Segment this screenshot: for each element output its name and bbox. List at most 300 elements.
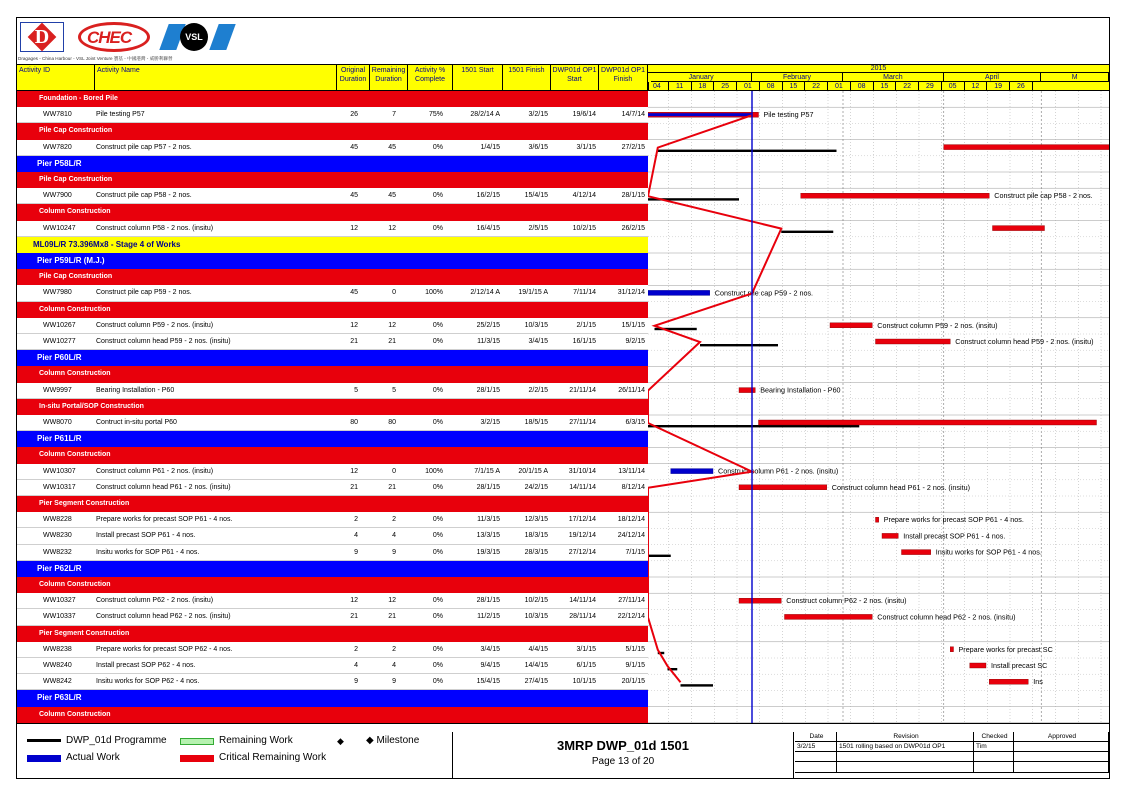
cell-s1501: 11/3/15 bbox=[477, 516, 500, 524]
timeline-month: March bbox=[843, 73, 944, 82]
cell-df: 22/12/14 bbox=[617, 613, 645, 621]
cell-pct: 100% bbox=[425, 289, 443, 297]
cell-s1501: 13/3/15 bbox=[476, 532, 500, 540]
rev-empty bbox=[974, 752, 1014, 762]
rev-header-approved: Approved bbox=[1014, 732, 1109, 742]
cell-df: 5/1/15 bbox=[625, 645, 645, 653]
col-original-duration[interactable]: Original Duration bbox=[337, 65, 370, 91]
cell-s1501: 3/2/15 bbox=[480, 419, 500, 426]
cell-id: WW7810 bbox=[43, 111, 72, 119]
group-title: Foundation - Bored Pile bbox=[39, 95, 118, 102]
critical-bar bbox=[830, 323, 872, 328]
pier-header-row[interactable] bbox=[17, 350, 648, 366]
cell-od: 12 bbox=[350, 321, 358, 329]
cell-pct: 0% bbox=[432, 419, 443, 426]
cell-rd: 2 bbox=[392, 645, 396, 653]
cell-id: WW10247 bbox=[43, 224, 76, 232]
activity-row[interactable] bbox=[17, 593, 648, 609]
cell-od: 2 bbox=[354, 645, 358, 653]
cell-pct: 0% bbox=[432, 192, 443, 200]
critical-bar bbox=[993, 226, 1045, 231]
cell-f1501: 18/3/15 bbox=[524, 532, 548, 540]
cell-rd: 12 bbox=[388, 597, 396, 605]
cell-name: Prepare works for precast SOP P61 - 4 nos. bbox=[96, 516, 233, 524]
group-title: Pile Cap Construction bbox=[39, 127, 113, 135]
cell-df: 6/3/15 bbox=[625, 419, 645, 426]
legend-critical-swatch bbox=[180, 755, 214, 762]
activity-row[interactable] bbox=[17, 221, 648, 237]
milestone-icon: ◆ bbox=[337, 736, 344, 746]
cell-rd: 5 bbox=[392, 386, 396, 394]
cell-f1501: 4/4/15 bbox=[528, 645, 548, 653]
group-title: Pile Cap Construction bbox=[39, 176, 113, 183]
title-block bbox=[452, 732, 794, 778]
chec-logo: CHEC bbox=[78, 22, 150, 52]
cell-od: 9 bbox=[354, 548, 358, 556]
pier-header-row[interactable] bbox=[17, 156, 648, 172]
cell-id: WW7900 bbox=[43, 192, 72, 200]
col-activity-id[interactable]: Activity ID bbox=[17, 65, 95, 91]
legend-milestone-label: ◆ Milestone bbox=[366, 735, 420, 746]
activity-row[interactable] bbox=[17, 107, 648, 123]
pier-header-row[interactable] bbox=[17, 561, 648, 577]
gantt-bar-label: Install precast SOP P61 - 4 nos. bbox=[903, 531, 1006, 541]
cell-id: WW7980 bbox=[43, 289, 72, 297]
timeline-day-spacer bbox=[648, 82, 649, 91]
cell-df: 14/7/14 bbox=[621, 111, 645, 119]
col-activity-name[interactable]: Activity Name bbox=[95, 65, 337, 91]
critical-bar bbox=[970, 663, 986, 668]
programme-bar bbox=[648, 555, 671, 557]
cell-s1501: 11/3/15 bbox=[477, 338, 500, 345]
group-title: Pier Segment Construction bbox=[39, 629, 130, 637]
rev-header-revision: Revision bbox=[837, 732, 974, 742]
critical-bar bbox=[876, 339, 951, 344]
cell-df: 27/2/15 bbox=[621, 143, 645, 151]
activity-row[interactable] bbox=[17, 658, 648, 674]
cell-pct: 0% bbox=[432, 386, 443, 394]
cell-rd: 45 bbox=[388, 143, 396, 151]
cell-ds: 2/1/15 bbox=[576, 321, 596, 329]
pier-header-row[interactable] bbox=[17, 431, 648, 447]
cell-name: Bearing Installation - P60 bbox=[96, 386, 175, 394]
cell-rd: 4 bbox=[392, 532, 396, 540]
activity-row[interactable] bbox=[17, 318, 648, 334]
timeline-day: 15 bbox=[783, 82, 806, 91]
cell-s1501: 15/4/15 bbox=[476, 678, 500, 686]
cell-name: Construct column head P62 - 2 nos. (insitu) bbox=[96, 613, 231, 621]
cell-ds: 10/2/15 bbox=[572, 224, 596, 232]
rev-cell-date: 3/2/15 bbox=[795, 742, 837, 752]
activity-row[interactable] bbox=[17, 528, 648, 544]
cell-ds: 27/12/14 bbox=[568, 548, 596, 556]
cell-id: WW8230 bbox=[43, 532, 72, 540]
cell-s1501: 7/1/15 A bbox=[474, 467, 500, 475]
cell-od: 80 bbox=[350, 419, 358, 426]
cell-f1501: 24/2/15 bbox=[524, 483, 548, 491]
group-header-row[interactable] bbox=[17, 269, 648, 285]
timeline-day: 29 bbox=[919, 82, 942, 91]
cell-s1501: 28/1/15 bbox=[476, 386, 500, 394]
activity-row[interactable] bbox=[17, 545, 648, 561]
cell-name: Install precast SOP P62 - 4 nos. bbox=[96, 662, 196, 669]
rev-header-date: Date bbox=[795, 732, 837, 742]
gantt-bar-label: Construct column head P59 - 2 nos. (insitu) bbox=[955, 337, 1094, 346]
gantt-bar-label: Pile testing P57 bbox=[763, 110, 814, 120]
cell-df: 31/12/14 bbox=[617, 289, 645, 297]
cell-f1501: 2/5/15 bbox=[528, 224, 548, 232]
cell-s1501: 25/2/15 bbox=[476, 321, 500, 329]
cell-ds: 31/10/14 bbox=[568, 467, 596, 475]
cell-id: WW9997 bbox=[43, 386, 72, 394]
cell-df: 13/11/14 bbox=[618, 467, 645, 475]
cell-name: Insitu works for SOP P62 - 4 nos. bbox=[96, 678, 200, 686]
gantt-bar-label: Insitu works for SOP P61 - 4 nos. bbox=[935, 547, 1042, 557]
timeline-day: 01 bbox=[828, 82, 851, 91]
gantt-bar-label: Construct column P61 - 2 nos. (insitu) bbox=[718, 466, 839, 476]
cell-od: 21 bbox=[350, 483, 358, 491]
group-title: Column Construction bbox=[39, 305, 111, 313]
timeline-month: February bbox=[752, 73, 843, 82]
cell-f1501: 2/2/15 bbox=[528, 386, 548, 394]
group-header-row[interactable] bbox=[17, 366, 648, 382]
group-header-row[interactable] bbox=[17, 91, 648, 107]
cell-f1501: 20/1/15 A bbox=[518, 467, 548, 475]
cell-ds: 16/1/15 bbox=[572, 338, 596, 345]
cell-id: WW8070 bbox=[43, 419, 72, 426]
col-1501-finish[interactable]: 1501 Finish bbox=[503, 65, 551, 91]
cell-ds: 4/12/14 bbox=[572, 192, 596, 200]
group-title: Column Construction bbox=[39, 710, 111, 718]
cell-pct: 0% bbox=[432, 321, 443, 329]
cell-s1501: 9/4/15 bbox=[480, 662, 500, 669]
timeline-day: 05 bbox=[942, 82, 965, 91]
legend-actual-label: Actual Work bbox=[66, 752, 120, 763]
cell-od: 21 bbox=[350, 338, 358, 345]
activity-row[interactable] bbox=[17, 188, 648, 204]
critical-bar bbox=[944, 145, 1109, 150]
dragages-logo: D bbox=[20, 22, 64, 52]
cell-pct: 0% bbox=[432, 613, 443, 621]
group-header-row[interactable] bbox=[17, 302, 648, 318]
stage-header-row[interactable] bbox=[17, 237, 648, 253]
timeline-day: 19 bbox=[987, 82, 1010, 91]
rev-empty bbox=[837, 752, 974, 762]
cell-s1501: 28/2/14 A bbox=[470, 111, 500, 119]
cell-od: 9 bbox=[354, 678, 358, 686]
rev-cell-approved bbox=[1014, 742, 1109, 752]
cell-od: 12 bbox=[350, 467, 358, 475]
cell-s1501: 28/1/15 bbox=[476, 483, 500, 491]
cell-f1501: 10/3/15 bbox=[524, 613, 548, 621]
cell-pct: 75% bbox=[428, 111, 443, 119]
group-header-row[interactable] bbox=[17, 123, 648, 139]
gantt-bar-label: Construct pile cap P59 - 2 nos. bbox=[714, 288, 814, 298]
timeline-day: 11 bbox=[669, 82, 692, 91]
cell-ds: 19/6/14 bbox=[572, 111, 596, 119]
gantt-bar-label: Prepare works for precast SOP P61 - 4 nos. bbox=[883, 515, 1024, 525]
cell-name: Prepare works for precast SOP P62 - 4 nos. bbox=[96, 645, 233, 653]
col-1501-start[interactable]: 1501 Start bbox=[453, 65, 503, 91]
activity-row[interactable] bbox=[17, 334, 648, 350]
critical-bar bbox=[950, 647, 953, 652]
critical-bar bbox=[759, 420, 1097, 425]
group-title: Column Construction bbox=[39, 208, 111, 216]
group-title: Pile Cap Construction bbox=[39, 273, 113, 281]
group-title: Column Construction bbox=[39, 370, 111, 378]
rev-empty bbox=[795, 752, 837, 762]
cell-od: 21 bbox=[350, 613, 358, 621]
programme-bar bbox=[681, 684, 714, 686]
group-title: ML09L/R 73.396Mx8 - Stage 4 of Works bbox=[33, 239, 181, 249]
cell-rd: 0 bbox=[392, 289, 396, 297]
activity-row[interactable] bbox=[17, 512, 648, 528]
cell-pct: 0% bbox=[432, 143, 443, 151]
cell-id: WW8240 bbox=[43, 662, 72, 669]
group-header-row[interactable] bbox=[17, 707, 648, 723]
programme-bar bbox=[658, 150, 837, 152]
actual-bar bbox=[648, 290, 710, 295]
logo-bar bbox=[18, 20, 268, 64]
cell-rd: 4 bbox=[392, 662, 396, 669]
jv-caption: Dragages - China Harbour - VSL Joint Venture 寶基 - 中國港灣 - 威勝利聯營 bbox=[18, 56, 173, 61]
group-title: Column Construction bbox=[39, 451, 111, 459]
pier-header-row[interactable] bbox=[17, 253, 648, 269]
critical-bar bbox=[989, 679, 1028, 684]
rev-cell-revision: 1501 rolling based on DWP01d OP1 bbox=[837, 742, 974, 752]
activity-row[interactable] bbox=[17, 383, 648, 399]
cell-rd: 7 bbox=[392, 111, 396, 119]
gantt-bar-label: Construct column head P61 - 2 nos. (insitu) bbox=[831, 482, 970, 492]
cell-od: 4 bbox=[354, 662, 358, 669]
rev-empty bbox=[1014, 762, 1109, 773]
cell-df: 24/12/14 bbox=[617, 532, 645, 540]
cell-df: 28/1/15 bbox=[621, 192, 645, 200]
timeline-day: 22 bbox=[805, 82, 828, 91]
cell-id: WW8232 bbox=[43, 548, 72, 556]
col-activity-pct[interactable]: Activity % Complete bbox=[408, 65, 453, 91]
cell-rd: 45 bbox=[388, 192, 396, 200]
programme-bar bbox=[648, 425, 859, 427]
activity-row[interactable] bbox=[17, 464, 648, 480]
cell-df: 9/2/15 bbox=[625, 338, 645, 345]
timeline-month: January bbox=[651, 73, 752, 82]
programme-bar bbox=[781, 231, 833, 233]
activity-row[interactable] bbox=[17, 642, 648, 658]
cell-df: 26/11/14 bbox=[618, 386, 645, 394]
gantt-bar-label: Construct pile cap P58 - 2 nos. bbox=[994, 191, 1093, 201]
revision-table bbox=[795, 732, 1109, 778]
gantt-bar-label: Bearing Installation - P60 bbox=[760, 385, 841, 395]
cell-ds: 28/11/14 bbox=[569, 613, 596, 621]
activity-table bbox=[17, 91, 648, 723]
cell-rd: 80 bbox=[388, 419, 396, 426]
cell-id: WW10267 bbox=[43, 321, 76, 329]
cell-s1501: 16/2/15 bbox=[476, 192, 500, 200]
timeline-day: 04 bbox=[646, 82, 669, 91]
actual-bar bbox=[648, 113, 752, 116]
cell-name: Contruct in-situ portal P60 bbox=[96, 419, 177, 426]
cell-pct: 0% bbox=[432, 548, 443, 556]
col-dwp-start[interactable]: DWP01d OP1 Start bbox=[551, 65, 599, 91]
cell-name: Construct column P58 - 2 nos. (insitu) bbox=[96, 224, 214, 232]
cell-pct: 100% bbox=[425, 467, 443, 475]
cell-name: Construct pile cap P59 - 2 nos. bbox=[96, 289, 192, 297]
cell-s1501: 2/12/14 A bbox=[470, 289, 500, 297]
group-header-row[interactable] bbox=[17, 447, 648, 463]
cell-df: 26/2/15 bbox=[621, 224, 645, 232]
legend-programme-label: DWP_01d Programme bbox=[66, 735, 167, 746]
gantt-bar-label: Construct column P62 - 2 nos. (insitu) bbox=[786, 596, 907, 606]
group-header-row[interactable] bbox=[17, 496, 648, 512]
cell-ds: 3/1/15 bbox=[576, 143, 596, 151]
cell-pct: 0% bbox=[432, 532, 443, 540]
cell-f1501: 10/2/15 bbox=[524, 597, 548, 605]
cell-pct: 0% bbox=[432, 645, 443, 653]
group-header-row[interactable] bbox=[17, 626, 648, 642]
cell-df: 20/1/15 bbox=[621, 678, 645, 686]
cell-pct: 0% bbox=[432, 662, 443, 669]
cell-ds: 3/1/15 bbox=[576, 645, 596, 653]
cell-od: 45 bbox=[350, 289, 358, 297]
cell-s1501: 1/4/15 bbox=[480, 143, 500, 151]
timeline-year: 2015 bbox=[648, 65, 1109, 73]
group-title: Pier P58L/R bbox=[37, 158, 82, 168]
cell-rd: 12 bbox=[388, 321, 396, 329]
cell-rd: 9 bbox=[392, 548, 396, 556]
critical-bar bbox=[902, 550, 931, 555]
activity-row[interactable] bbox=[17, 415, 648, 431]
cell-name: Construct column P61 - 2 nos. (insitu) bbox=[96, 467, 214, 475]
cell-od: 45 bbox=[350, 192, 358, 200]
cell-pct: 0% bbox=[432, 338, 443, 345]
cell-f1501: 10/3/15 bbox=[524, 321, 548, 329]
cell-ds: 6/1/15 bbox=[576, 662, 596, 669]
legend-actual-swatch bbox=[27, 755, 61, 762]
column-header-row bbox=[17, 64, 1109, 91]
cell-name: Construct column head P59 - 2 nos. (insitu) bbox=[96, 338, 231, 345]
cell-od: 5 bbox=[354, 386, 358, 394]
group-title: In-situ Portal/SOP Construction bbox=[39, 402, 144, 410]
critical-bar bbox=[876, 517, 879, 522]
group-title: Column Construction bbox=[39, 581, 111, 588]
timeline-day: 15 bbox=[874, 82, 897, 91]
cell-id: WW8238 bbox=[43, 645, 72, 653]
critical-bar bbox=[801, 193, 990, 198]
cell-rd: 2 bbox=[392, 516, 396, 524]
activity-row[interactable] bbox=[17, 609, 648, 625]
legend-programme-swatch bbox=[27, 739, 61, 742]
cell-id: WW10307 bbox=[43, 467, 76, 475]
cell-ds: 14/11/14 bbox=[569, 597, 596, 605]
cell-rd: 21 bbox=[388, 613, 396, 621]
timeline-day: 25 bbox=[714, 82, 737, 91]
cell-f1501: 3/6/15 bbox=[528, 143, 548, 151]
critical-bar bbox=[785, 614, 873, 619]
cell-ds: 19/12/14 bbox=[568, 532, 596, 540]
cell-name: Construct column head P61 - 2 nos. (insitu) bbox=[96, 483, 231, 491]
pier-header-row[interactable] bbox=[17, 690, 648, 706]
timeline-day: 22 bbox=[896, 82, 919, 91]
activity-row[interactable] bbox=[17, 140, 648, 156]
group-title: Pier P60L/R bbox=[37, 353, 82, 363]
gantt-bar-label: Ins bbox=[1033, 677, 1043, 687]
cell-od: 4 bbox=[354, 532, 358, 540]
cell-rd: 9 bbox=[392, 678, 396, 686]
group-title: Pier Segment Construction bbox=[39, 500, 130, 507]
group-header-row[interactable] bbox=[17, 577, 648, 593]
rev-empty bbox=[1014, 752, 1109, 762]
cell-df: 8/12/14 bbox=[621, 483, 645, 491]
gantt-chart bbox=[648, 91, 1109, 723]
gantt-bar-label: Construct column head P62 - 2 nos. (insitu) bbox=[877, 612, 1016, 622]
cell-pct: 0% bbox=[432, 483, 443, 491]
timeline-day: 01 bbox=[737, 82, 760, 91]
cell-s1501: 11/2/15 bbox=[477, 613, 500, 621]
cell-rd: 12 bbox=[388, 224, 396, 232]
timeline-day: 18 bbox=[692, 82, 715, 91]
cell-id: WW7820 bbox=[43, 143, 72, 151]
footer bbox=[17, 723, 1109, 778]
col-dwp-finish[interactable]: DWP01d OP1 Finish bbox=[599, 65, 648, 91]
rev-empty bbox=[795, 762, 837, 773]
cell-id: WW10277 bbox=[43, 338, 76, 345]
rev-header-checked: Checked bbox=[974, 732, 1014, 742]
legend-remaining-swatch bbox=[180, 738, 214, 745]
cell-s1501: 3/4/15 bbox=[480, 645, 500, 653]
cell-f1501: 14/4/15 bbox=[524, 662, 548, 669]
group-title: Pier P61L/R bbox=[37, 434, 82, 444]
cell-name: Construct column P59 - 2 nos. (insitu) bbox=[96, 321, 214, 329]
cell-f1501: 27/4/15 bbox=[524, 678, 548, 686]
activity-row[interactable] bbox=[17, 285, 648, 301]
cell-ds: 14/11/14 bbox=[569, 483, 596, 491]
rev-empty bbox=[837, 762, 974, 773]
group-header-row[interactable] bbox=[17, 204, 648, 220]
timeline-month: April bbox=[944, 73, 1042, 82]
cell-ds: 17/12/14 bbox=[568, 516, 596, 524]
group-title: Pier P62L/R bbox=[37, 563, 82, 573]
cell-ds: 21/11/14 bbox=[569, 386, 596, 394]
cell-s1501: 16/4/15 bbox=[476, 224, 500, 232]
cell-id: WW8242 bbox=[43, 678, 72, 686]
gantt-bar-label: Prepare works for precast SC bbox=[958, 644, 1053, 654]
cell-df: 15/1/15 bbox=[621, 321, 645, 329]
cell-name: Install precast SOP P61 - 4 nos. bbox=[96, 532, 196, 540]
cell-name: Insitu works for SOP P61 - 4 nos. bbox=[96, 548, 200, 556]
group-header-row[interactable] bbox=[17, 399, 648, 415]
group-header-row[interactable] bbox=[17, 172, 648, 188]
cell-rd: 21 bbox=[388, 338, 396, 345]
activity-row[interactable] bbox=[17, 674, 648, 690]
cell-ds: 27/11/14 bbox=[569, 419, 596, 426]
group-title: Pier P59L/R (M.J.) bbox=[37, 256, 105, 265]
cell-pct: 0% bbox=[432, 678, 443, 686]
timeline-day: 26 bbox=[1010, 82, 1033, 91]
cell-rd: 0 bbox=[392, 467, 396, 475]
cell-df: 18/12/14 bbox=[617, 516, 645, 524]
vsl-logo: VSL bbox=[160, 22, 232, 52]
cell-name: Construct pile cap P57 - 2 nos. bbox=[96, 143, 192, 151]
activity-row[interactable] bbox=[17, 480, 648, 496]
critical-bar bbox=[739, 388, 755, 393]
cell-od: 12 bbox=[350, 597, 358, 605]
cell-f1501: 18/5/15 bbox=[524, 419, 548, 426]
cell-od: 12 bbox=[350, 224, 358, 232]
cell-f1501: 12/3/15 bbox=[524, 516, 548, 524]
cell-ds: 10/1/15 bbox=[572, 678, 596, 686]
col-remaining-duration[interactable]: Remaining Duration bbox=[370, 65, 408, 91]
